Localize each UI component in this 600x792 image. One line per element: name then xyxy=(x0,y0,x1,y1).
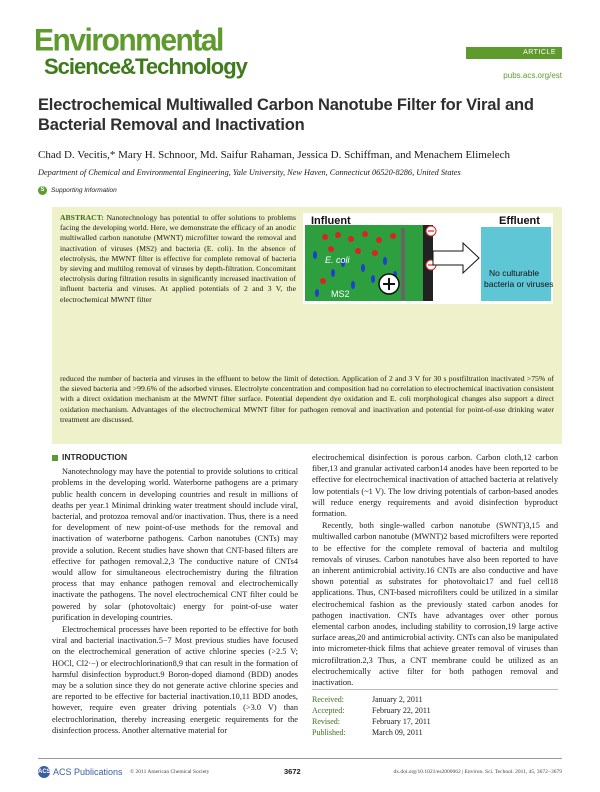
intro-paragraph-2: Electrochemical processes have been reported to be effective for both viral and bacterial inactivation.5−7 Most previous studies have focused on the electrochemical generation of active chlorine species (>2.5 V; HOCl, Cl2·−) or electrochlorination8,9 that can result in the formation of harmful disinfection byproduct.9 Boron-doped diamond (BDD) anodes may be a solution since they do not generate active chlorine species and are reported to be effective for bacterial inactivation.10,11 BDD anodes, however, require even greater driving potentials (>3.0 V) than electrochlorination, thereby increasing energetic requirements for the disinfection process. Another alternative material for xyxy=(52,625,298,735)
influent-label: Influent xyxy=(311,215,351,227)
abstract-body-bottom: reduced the number of bacteria and viruses in the effluent to below the limit of detection. Application of 2 and 3 V for 30 s postfiltration inactivated >75% of the sieved bacteria and >99.6% of the adsorbed viruses. Electrolyte concentration and composition had no correlation to electrochemical inactivation consistent with a direct oxidation mechanism at the MWNT filter surface. Potential dependent dye oxidation and E. coli morphological changes also support a direct oxidation mechanism. Advantages of the electrochemical MWNT filter for pathogen removal and inactivation and potential for point-of-use drinking water treatment are discussed. xyxy=(60,374,554,424)
intro-paragraph-4: Recently, both single-walled carbon nanotube (SWNT)3,15 and multiwalled carbon nanotube (MWNT)2 based microfilters were reported to be effective for the complete removal of bacteria and multilog removals of viruses. Carbon nanotubes have also been reported to have an inherent antimicrobial activity.16 CNTs are also conductive and have shown potential as substrates for photovoltaic17 and fuel cell18 applications. Thus, CNT-based microfilters could be utilized in a similar electrochemical fashion as the previously stated carbon anodes for pathogen inactivation. CNTs have advantages over other porous elemental carbon anodes, including stability to corrosion,19 large active surface areas,20 and antimicrobial activity. CNTs can also be manipulated into micrometer-thick films that achieve greater removal of viruses than microfiltration.2,3 Thus, a CNT membrane could be utilized as an electrochemically active filter for both pathogen removal and inactivation. xyxy=(312,521,558,688)
page-number: 3672 xyxy=(284,767,301,776)
abstract-text-top xyxy=(60,213,296,305)
abstract-label: ABSTRACT: xyxy=(60,213,104,222)
intro-paragraph-3: electrochemical disinfection is porous carbon. Carbon cloth,12 carbon fiber,13 and granular activated carbon14 anodes have been reported to be effective for electrochemical inactivation of attached bacteria at relatively low potentials (~1 V). The low driving potentials of carbon-based anodes will reduce energy requirements and avoid disinfection byproduct formation. xyxy=(312,453,558,519)
supporting-info-icon: S xyxy=(38,186,47,195)
doi-citation[interactable]: dx.doi.org/10.1021/es2000062 | Environ. Sci. Technol. 2011, 45, 3672−3679 xyxy=(393,769,562,775)
date-received: Received: January 2, 2011 xyxy=(312,695,423,704)
abstract-body-top: Nanotechnology has potential to offer solutions to problems facing the developing world. Here, we demonstrate the efficacy of an anodic multiwalled carbon nanotube (MWNT) microfilter toward the removal and inactivation of viruses (MS2) and bacteria (E. coli). In the absence of electrolysis, the MWNT filter is effective for complete removal of bacteria by sieving and multilog removal of viruses by depth-filtration. Concomitant electrolysis during filtration results in significantly increased inactivation of influent bacteria and viruses. At applied potentials of 2 and 3 V, the electrochemical MWNT filter xyxy=(60,213,297,304)
article-title: Electrochemical Multiwalled Carbon Nanotube Filter for Viral and Bacterial Removal and Inactivation xyxy=(38,96,534,134)
ecoli-label: E. coli xyxy=(325,255,350,265)
electrode-bar xyxy=(401,228,405,300)
article-dates xyxy=(312,689,558,738)
supporting-information-link[interactable] xyxy=(38,186,117,195)
supporting-info-label: Supporting Information xyxy=(51,187,117,194)
authors: Chad D. Vecitis,* Mary H. Schnoor, Md. Saifur Rahaman, Jessica D. Schiffman, and Menachem Elimelech xyxy=(38,149,511,161)
date-revised: Revised: February 17, 2011 xyxy=(312,717,431,726)
journal-url[interactable]: pubs.acs.org/est xyxy=(503,71,562,80)
article-badge: ARTICLE xyxy=(466,47,562,59)
effluent-label: Effluent xyxy=(499,215,540,227)
dates-rule xyxy=(312,689,558,690)
column-left xyxy=(52,452,298,737)
column-right xyxy=(312,452,558,689)
intro-paragraph-1: Nanotechnology may have the potential to provide solutions to critical problems in the developing world. Waterborne pathogens are a primary public health concern in developing countries and result in millions of deaths per year.1 Minimal drinking water treatment should include viral, bacterial, and protozoa removal and/or inactivation. Thus, there is a need for development of new point-of-use methods for the removal and inactivation of waterborne pathogens. Carbon nanotubes (CNTs) may provide a solution. Recent studies have shown that CNT-based filters are effective for pathogen removal.2,3 The conductive nature of CNTs4 would allow for simultaneous electrochemistry during the filtration process that may enhance pathogen removal and electrochemically inactivate the pathogens. The novel electrochemical CNT filter could be powered by solar (photovoltaic) energy for point-of-use water purification in developing countries. xyxy=(52,467,298,622)
date-accepted: Accepted: February 22, 2011 xyxy=(312,706,431,715)
effluent-chamber xyxy=(481,227,551,301)
logo-science-technology: Science&Technology xyxy=(44,54,247,79)
result-line2: bacteria or viruses xyxy=(484,279,553,289)
section-square-icon xyxy=(52,455,58,461)
affiliation: Department of Chemical and Environmental Engineering, Yale University, New Haven, Connecticut 06520-8286, United States xyxy=(38,168,461,177)
acs-icon: ACS xyxy=(38,766,50,778)
date-published: Published: March 09, 2011 xyxy=(312,728,423,737)
ms2-label: MS2 xyxy=(331,289,350,299)
acs-publications-logo[interactable]: ACS ACS Publications xyxy=(38,767,123,777)
footer-rule xyxy=(38,758,562,759)
copyright: © 2011 American Chemical Society xyxy=(130,769,210,775)
introduction-heading: INTRODUCTION xyxy=(52,452,298,463)
logo-environmental: Environmental xyxy=(34,23,223,58)
toc-graphic xyxy=(303,213,553,304)
journal-logo xyxy=(34,23,294,84)
result-line1: No culturable xyxy=(489,268,540,278)
